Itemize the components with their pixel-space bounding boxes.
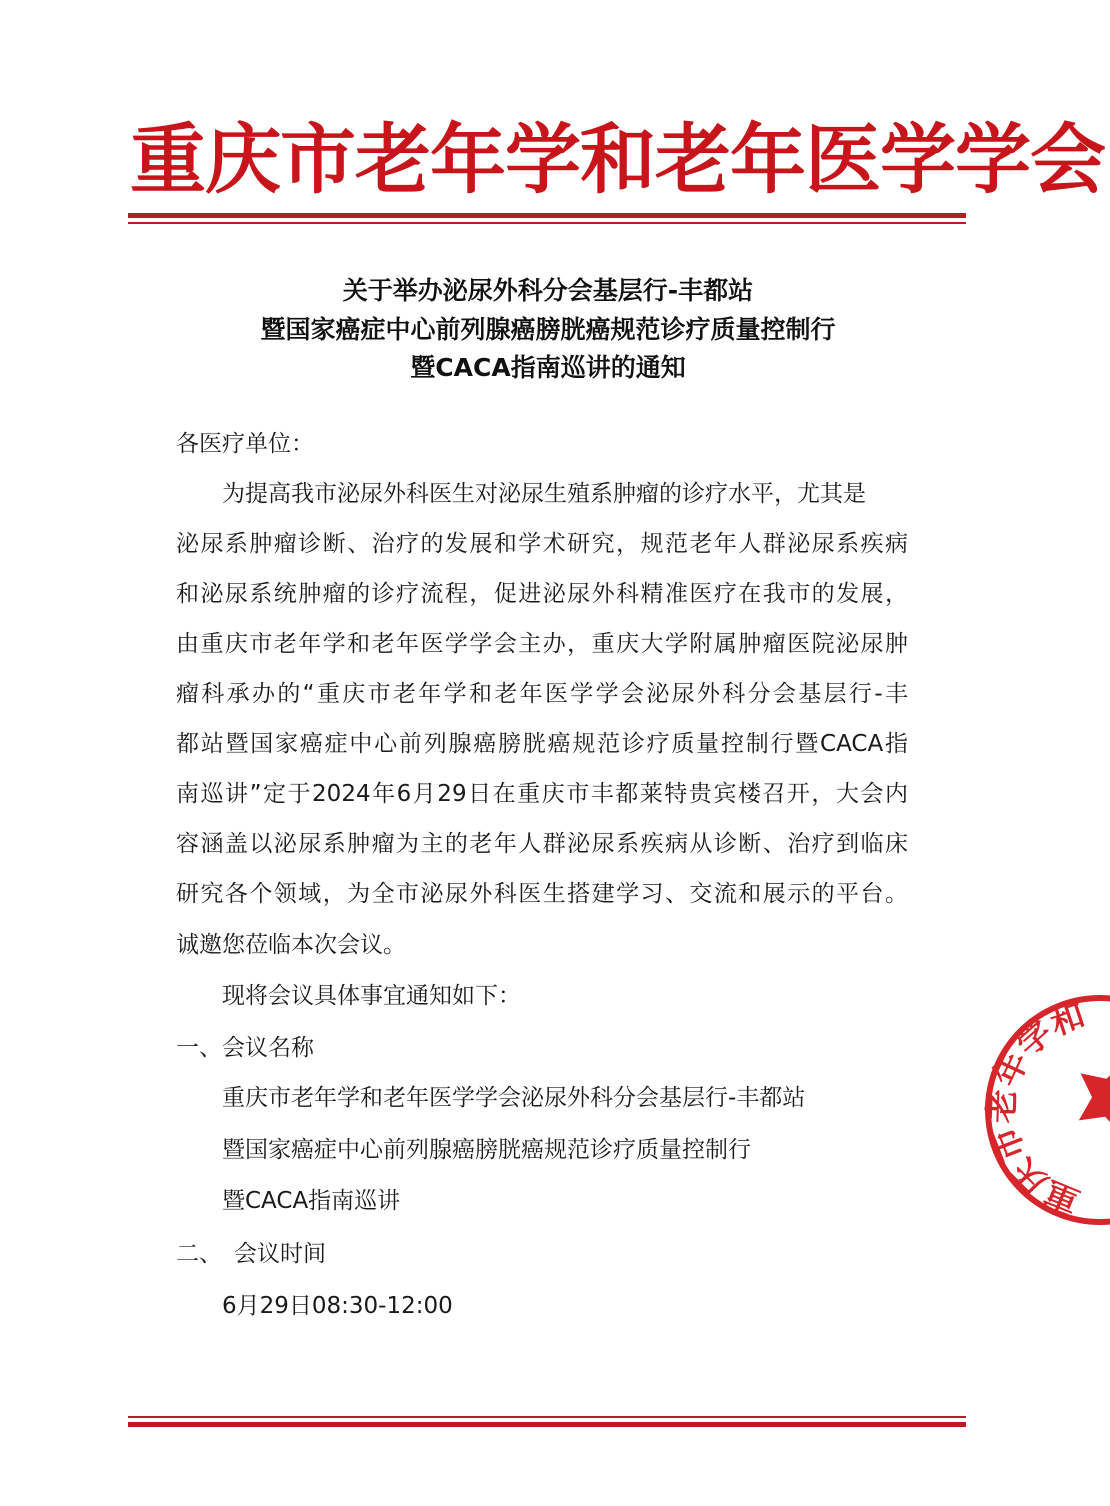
body-line: 泌尿系肿瘤诊断、治疗的发展和学术研究，规范老年人群泌尿系疾病 xyxy=(176,531,908,557)
body-line: 瘤科承办的“重庆市老年学和老年医学学会泌尿外科分会基层行-丰 xyxy=(176,681,908,707)
meeting-time: 6月29日08:30-12:00 xyxy=(222,1293,453,1319)
salutation: 各医疗单位： xyxy=(176,431,314,457)
section-heading-number: 二、 xyxy=(176,1241,222,1267)
notice-title-line-1: 关于举办泌尿外科分会基层行-丰都站 xyxy=(342,276,754,305)
organization-seal xyxy=(970,980,1110,1240)
seal-text: 重庆市老年学和 xyxy=(982,994,1091,1223)
section-heading-name: 一、会议名称 xyxy=(176,1035,314,1061)
body-line: 南巡讲”定于2024年6月29日在重庆市丰都莱特贵宾楼召开，大会内 xyxy=(176,781,908,807)
meeting-name-line-2: 暨国家癌症中心前列腺癌膀胱癌规范诊疗质量控制行 xyxy=(222,1137,751,1163)
notice-title-line-3: 暨CACA指南巡讲的通知 xyxy=(410,353,686,382)
body-line: 由重庆市老年学和老年医学学会主办，重庆大学附属肿瘤医院泌尿肿 xyxy=(176,631,908,657)
header-rule-thin xyxy=(128,222,966,224)
body-line: 和泌尿系统肿瘤的诊疗流程，促进泌尿外科精准医疗在我市的发展， xyxy=(176,581,908,607)
meeting-name-line-1: 重庆市老年学和老年医学学会泌尿外科分会基层行-丰都站 xyxy=(222,1085,806,1111)
notice-intro: 现将会议具体事宜通知如下： xyxy=(222,983,521,1009)
section-heading-time: 会议时间 xyxy=(234,1241,326,1267)
body-line: 都站暨国家癌症中心前列腺癌膀胱癌规范诊疗质量控制行暨CACA指 xyxy=(176,731,908,757)
seal-star-icon xyxy=(1065,1047,1110,1141)
footer-rule-thin xyxy=(128,1416,966,1418)
body-line: 容涵盖以泌尿系肿瘤为主的老年人群泌尿系疾病从诊断、治疗到临床 xyxy=(176,831,908,857)
meeting-name-line-3: 暨CACA指南巡讲 xyxy=(222,1188,401,1214)
footer-rule-thick xyxy=(128,1422,966,1427)
body-line: 研究各个领域，为全市泌尿外科医生搭建学习、交流和展示的平台。 xyxy=(176,881,908,907)
body-line: 诚邀您莅临本次会议。 xyxy=(176,932,406,958)
letterhead-title: 重庆市老年学和老年医学学会 xyxy=(130,115,1105,204)
header-rule-thick xyxy=(128,213,966,218)
body-line: 为提高我市泌尿外科医生对泌尿生殖系肿瘤的诊疗水平，尤其是 xyxy=(222,481,866,507)
notice-title-line-2: 暨国家癌症中心前列腺癌膀胱癌规范诊疗质量控制行 xyxy=(260,315,836,344)
